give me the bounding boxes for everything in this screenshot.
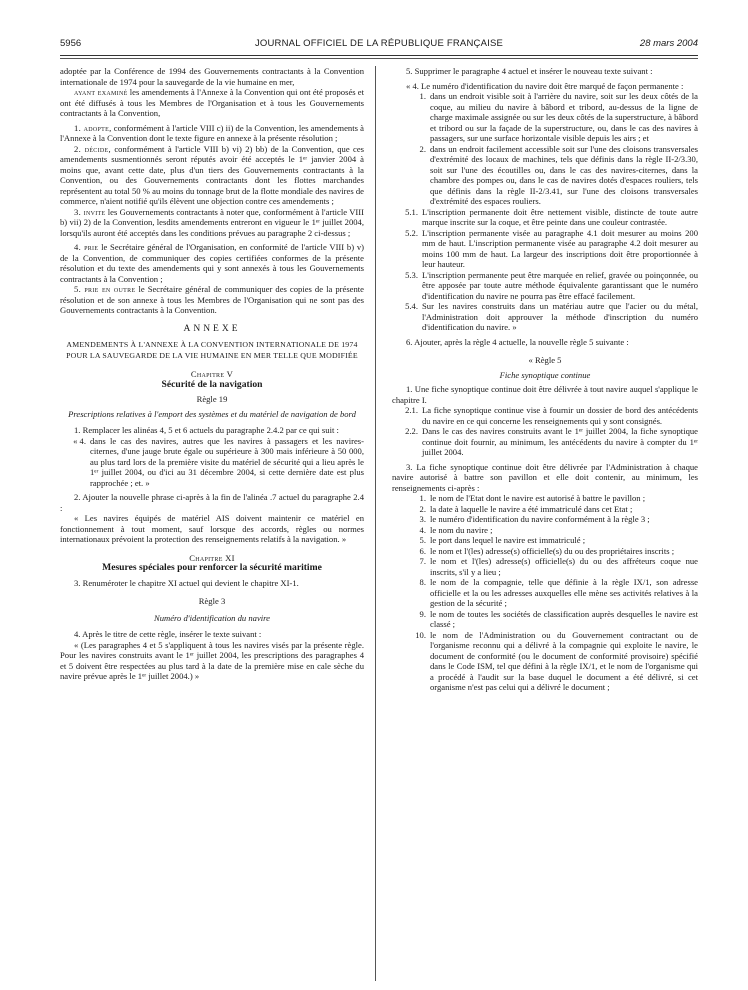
chapter-v-title: Sécurité de la navigation: [161, 378, 263, 390]
paragraph-ayant-examine: ayant examiné les amendements à l'Annexe à la Convention qui ont été proposés et ont été diffusés à tous les Membres de l'Organisation et à tous les Gouvernements contractants à la Convention,: [60, 87, 364, 118]
left-column: [60, 66, 364, 682]
rule-3-paragraph-4: 4. Après le titre de cette règle, insérer le texte suivant :: [74, 629, 262, 639]
rule-3-quote: « (Les paragraphes 4 et 5 s'appliquent à tous les navires visés par la présente règle. Pour les navires construits avant le 1ᵉʳ juillet 2004, les prescriptions des paragraphes 4 et 5 doivent être respectées au plus tard à la date de la première mise en cale sèche du navire prévue après le 1ᵉʳ juillet 2004.) »: [60, 639, 364, 681]
rule-5-list-item-8: 8. le nom de la compagnie, telle que définie à la règle IX/1, son adresse officielle et la ou les adresses auxquelles elle mène ses activités relatives à la gestion de la sécurité ;: [419, 577, 698, 608]
rule-5-list-item-3: 3. le numéro d'identification du navire conformément à la règle 3 ;: [419, 514, 650, 524]
rule-5-items: [392, 405, 698, 458]
rule-19-quote-1: « 4. dans le cas des navires, autres que les navires à passagers et les navires-citernes, d'une jauge brute égale ou supérieure à 300 mais inférieure à 50 000, au plus tard lors de la première visite du matériel de sécurité qui a lieu après le 1ᵉʳ juillet 2004, ou d'ici au 31 décembre 2004, si cette dernière date est plus rapprochée ; et. »: [73, 435, 364, 488]
sub-item-3: 5.3. L'inscription permanente peut être marquée en relief, gravée ou poinçonnée, ou être apposée par toute autre méthode équivalente garantissant que le numéro d'identification du navire ne pourra pas être effacé facilement.: [405, 269, 698, 301]
paragraph-prie-en-outre: 5. prie en outre le Secrétaire général de communiquer des copies de la présente résolution et de son annexe à tous les Membres de l'Organisation qui ne sont pas des Gouvernements contractants à la Convention.: [60, 284, 364, 315]
rule-5-list-item-6: 6. le nom et l'(les) adresse(s) officielle(s) du ou des propriétaires inscrits ;: [419, 545, 675, 556]
sub-item-1: 5.1. L'inscription permanente doit être nettement visible, distincte de toute autre marque inscrite sur la coque, et être peinte dans une couleur contrastée.: [405, 206, 698, 227]
quote-4-item-1: 1. dans un endroit visible soit à l'arrière du navire, soit sur les deux côtés de la coque, au milieu du navire à bâbord et tribord, au-dessus de la ligne de charge maximale assignée ou sur les deux côtés de la superstructure, à bâbord et tribord ou sur la façade de la superstructure, ou, dans le cas des navires à passagers, sur une surface horizontale visible depuis les airs ; et: [419, 91, 698, 143]
rule-19-title: Prescriptions relatives à l'emport des systèmes et du matériel de navigation de bord: [68, 408, 356, 419]
rule-3-title: Numéro d'identification du navire: [153, 612, 270, 623]
chapter-v-heading: Chapitre V: [190, 369, 234, 379]
quote-paragraph-4: « 4. Le numéro d'identification du navire doit être marqué de façon permanente :: [406, 80, 684, 91]
header-rule: [60, 55, 698, 56]
rule-3-heading: Règle 3: [198, 596, 226, 606]
header-rule-thin: [60, 58, 698, 59]
rule-19-quote-2: « Les navires équipés de matériel AIS doivent maintenir ce matériel en fonctionnement à tout moment, sauf lorsque des accords, règles ou normes internationaux prévoient la protection des renseignements relatifs à la navigation. »: [60, 513, 364, 544]
rule-5-title: Fiche synoptique continue: [499, 369, 591, 380]
paragraph-prie: 4. prie le Secrétaire général de l'Organisation, en conformité de l'article VIII b) v) de la Convention, de communiquer des copies certifiées conformes de la présente résolution et du texte des amendements qui y sont annexés à tous les Gouvernements contractants à la Convention ;: [60, 242, 364, 284]
rule-5-list-item-9: 9. le nom de toutes les sociétés de classification auprès desquelles le navire est classé ;: [419, 608, 698, 629]
rule-5-list-item-7: 7. le nom et l'(les) adresse(s) officielle(s) du ou des affréteurs coque nue inscrits, s'il y a lieu ;: [419, 556, 698, 577]
journal-title: JOURNAL OFFICIEL DE LA RÉPUBLIQUE FRANÇAISE: [254, 38, 504, 49]
sub-items-5: [392, 207, 698, 333]
page-header: [60, 38, 698, 54]
annexe-heading: ANNEXE: [183, 323, 241, 334]
column-divider: [375, 66, 376, 981]
rule-5-paragraph-3: 3. La fiche synoptique continue doit être délivrée par l'Administration à chaque navire autorisé à battre son pavillon et elle doit contenir, au minimum, les renseignements ci-après :: [392, 461, 698, 493]
rule-5-paragraph-1: 1. Une fiche synoptique continue doit être délivrée à tout navire auquel s'applique le chapitre I.: [392, 384, 698, 405]
paragraph-decide: 2. décide, conformément à l'article VIII b) vi) 2) bb) de la Convention, que ces amendements susmentionnés seront réputés avoir été acceptés le 1ᵉʳ janvier 2004 à moins que, avant cette date, plus d'un tiers des Gouvernements contractants à la Convention, ou des Gouvernements contractants dont les flottes marchandes représentent au total 50 % au moins du tonnage brut de la flotte mondiale des navires de commerce, n'aient notifié qu'ils élèvent une objection contre ces amendements ;: [60, 143, 364, 206]
rule-5-item-2: 2.2. Dans le cas des navires construits avant le 1ᵉʳ juillet 2004, la fiche synoptique continue doit fournir, au minimum, les antécédents du navire à compter du 1ᵉʳ juillet 2004.: [405, 426, 698, 457]
rule-19-heading: Règle 19: [196, 394, 228, 404]
quote-4-items: [392, 91, 698, 207]
chapter-xi-title: Mesures spéciales pour renforcer la sécurité maritime: [102, 562, 322, 573]
rule-19-paragraph-2: 2. Ajouter la nouvelle phrase ci-après à la fin de l'alinéa .7 actuel du paragraphe 2.4 :: [60, 492, 364, 513]
paragraph-invite: 3. invite les Gouvernements contractants à noter que, conformément à l'article VIII b) vii) 2) de la Convention, lesdits amendements entreront en vigueur le 1ᵉʳ juillet 2004, lorsqu'ils auront été acceptés dans les conditions prévues au paragraphe 2 ci-dessus ;: [60, 206, 364, 238]
intro-paragraph: adoptée par la Conférence de 1994 des Gouvernements contractants à la Convention internationale de 1974 pour la sauvegarde de la vie humaine en mer,: [60, 66, 364, 87]
chapter-xi-paragraph-3: 3. Renuméroter le chapitre XI actuel qui devient le chapitre XI-1.: [74, 577, 299, 588]
rule-5-list-item-2: 2. la date à laquelle le navire a été immatriculé dans cet Etat ;: [419, 503, 633, 514]
paragraph-5: 5. Supprimer le paragraphe 4 actuel et insérer le nouveau texte suivant :: [406, 66, 653, 76]
rule-5-heading: « Règle 5: [528, 355, 562, 365]
annexe-subtitle: AMENDEMENTS À L'ANNEXE À LA CONVENTION INTERNATIONALE DE 1974 POUR LA SAUVEGARDE DE LA VIE HUMAINE EN MER TELLE QUE MODIFIÉE: [66, 340, 358, 360]
rule-19-paragraph-1: 1. Remplacer les alinéas 4, 5 et 6 actuels du paragraphe 2.4.2 par ce qui suit :: [74, 425, 339, 435]
publication-date: 28 mars 2004: [639, 38, 698, 49]
rule-5-list-item-10: 10. le nom de l'Administration ou du Gouvernement contractant ou de l'organisme reconnu qui a délivré à la compagnie qui exploite le navire, le document de conformité (ou le document de conformité provisoire) spécifié dans le Code ISM, tel que défini à la règle IX/1, et le nom de l'organisme qui a procédé à l'audit sur la base duquel le document a été délivré, si cet organisme n'est pas celui qui a délivré le document ;: [415, 629, 698, 692]
quote-4-item-2: 2. dans un endroit facilement accessible soit sur l'une des cloisons transversales d'extrémité des locaux de machines, tels que définis dans la règle II-2/3.30, soit sur l'une des écoutilles ou, dans le cas des navires-citernes, dans la chambre des pompes ou, dans le cas de navires dotés d'espaces rouliers, tels que définis dans la règle II-2/3.41, sur l'une des cloisons transversales d'extrémité des espaces rouliers.: [419, 143, 698, 206]
paragraph-6: 6. Ajouter, après la règle 4 actuelle, la nouvelle règle 5 suivante :: [406, 336, 629, 347]
sub-item-4: 5.4. Sur les navires construits dans un matériau autre que l'acier ou du métal, l'Administration doit approuver la méthode d'inscription du numéro d'identification du navire. »: [405, 301, 698, 332]
rule-5-item-1: 2.1. La fiche synoptique continue vise à fournir un dossier de bord des antécédents du navire en ce qui concerne les renseignements qui y sont consignés.: [405, 405, 698, 426]
rule-5-list: [392, 493, 698, 693]
rule-5-list-item-1: 1. le nom de l'Etat dont le navire est autorisé à battre le pavillon ;: [419, 493, 646, 503]
chapter-xi-heading: Chapitre XI: [189, 552, 235, 563]
right-column: [392, 66, 698, 693]
paragraph-adopte: 1. adopte, conformément à l'article VIII c) ii) de la Convention, les amendements à l'Annexe à la Convention dont le texte figure en annexe à la présente résolution ;: [60, 122, 364, 143]
sub-item-2: 5.2. L'inscription permanente visée au paragraphe 4.1 doit mesurer au moins 200 mm de haut. L'inscription permanente visée au paragraphe 4.2 doit mesurer au moins 100 mm de haut. La largeur des inscriptions doit être proportionnée à leur hauteur.: [405, 227, 698, 269]
rule-5-list-item-5: 5. le port dans lequel le navire est immatriculé ;: [419, 535, 586, 545]
page-number: 5956: [60, 38, 82, 49]
rule-5-list-item-4: 4. le nom du navire ;: [419, 524, 493, 535]
